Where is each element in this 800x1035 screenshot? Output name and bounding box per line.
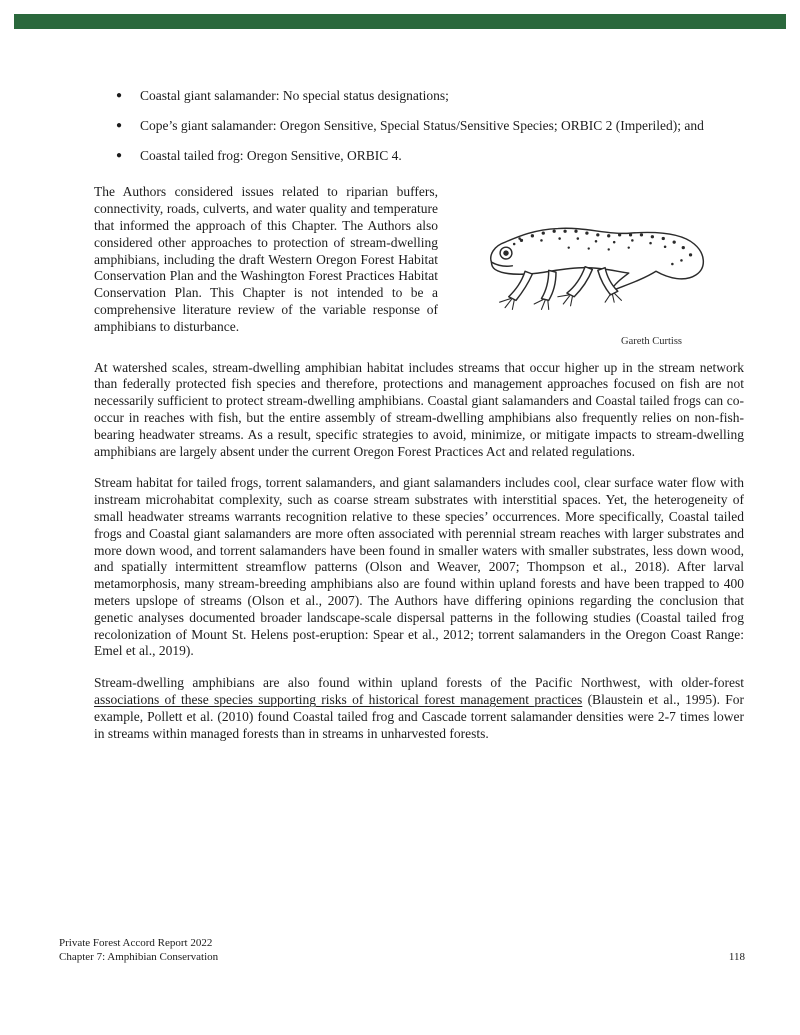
- footer-chapter-title: Chapter 7: Amphibian Conservation: [59, 951, 219, 963]
- list-item: [94, 118, 744, 135]
- footer-report-title: Private Forest Accord Report 2022: [59, 937, 213, 949]
- page-number: 118: [728, 951, 745, 963]
- top-accent-bar: [14, 14, 786, 29]
- page-footer: [59, 936, 745, 964]
- bullet-text: Coastal tailed frog: Oregon Sensitive, ORBIC 4.: [140, 147, 402, 163]
- salamander-illustration: [470, 184, 722, 334]
- figure-credit: Gareth Curtiss: [621, 336, 682, 348]
- page-content: [94, 88, 744, 757]
- paragraph-segment: (Blaustein et al., 1995). For example, Pollett et al. (2010) found Coastal tailed frog and Cascade torrent salamander densities were 2-7 times lower in streams within managed forests than in streams in unharvested forests.: [94, 691, 744, 741]
- footer-report-info: [59, 936, 218, 964]
- list-item: [94, 88, 744, 105]
- list-item: [94, 148, 744, 165]
- paragraph-segment: Stream-dwelling amphibians are also found within upland forests of the Pacific Northwest, with older-forest: [94, 675, 744, 691]
- bullet-icon: ●: [116, 90, 123, 101]
- paragraph-intro: The Authors considered issues related to riparian buffers, connectivity, roads, culverts, and water quality and temperature that informed the approach of this Chapter. The Authors also considered other approaches to protection of stream-dwelling amphibians, including the draft Western Oregon Forest Habitat Conservation Plan and the Washington Forest Practices Habitat Conservation Plan. This Chapter is not intended to be a comprehensive literature review of the variable response of amphibians to disturbance.: [94, 184, 438, 334]
- bullet-text: Cope’s giant salamander: Oregon Sensitive, Special Status/Sensitive Species; ORBIC 2 (Imperiled); and: [140, 117, 704, 133]
- salamander-figure: [452, 184, 744, 351]
- bullet-text: Coastal giant salamander: No special status designations;: [140, 88, 449, 103]
- paragraph-stream-habitat: Stream habitat for tailed frogs, torrent salamanders, and giant salamanders includes cool, clear surface water flow with instream microhabitat complexity, such as coarse stream substrates with interstitial spaces. Yet, the heterogeneity of small headwater streams warrants recognition relative to these species’ occurrences. More specifically, Coastal tailed frogs and Coastal giant salamanders are more often associated with perennial stream reaches with larger substrates and more down wood, and torrent salamanders have been found in smaller waters with smaller substrates, less down wood, and spatially intermittent streamflow patterns (Olson and Weaver, 2007; Thompson et al., 2018). After larval metamorphosis, many stream-breeding amphibians also are found within upland forests and have been trapped to 400 meters upslope of streams (Olson et al., 2007). The Authors have differing opinions regarding the conclusion that genetic analyses documented broader landscape-scale dispersal patterns in the following studies (Coastal tailed frog recolonization of Mount St. Helens post-eruption: Spear et al., 2012; torrent salamanders in the Oregon Coast Range: Emel et al., 2019).: [94, 475, 744, 659]
- bullet-icon: ●: [116, 149, 123, 161]
- underlined-text: associations of these species supporting risks of historical forest management practices: [94, 691, 583, 707]
- paragraph-watershed: At watershed scales, stream-dwelling amphibian habitat includes streams that occur higher up in the stream network than federally protected fish species and therefore, protections and management approaches focused on fish are not necessarily sufficient to protect stream-dwelling amphibians. Coastal giant salamanders and Coastal tailed frogs can co-occur in reaches with fish, but the entire assembly of stream-dwelling amphibians also frequently relies on non-fish-bearing headwater streams. As a result, specific strategies to avoid, minimize, or mitigate impacts to stream-dwelling amphibians are largely absent under the current Oregon Forest Practices Act and related regulations.: [94, 359, 744, 459]
- bullet-icon: ●: [116, 119, 123, 131]
- paragraph-upland-forests: [94, 675, 744, 742]
- status-bullet-list: [94, 88, 744, 164]
- intro-section: [94, 184, 744, 359]
